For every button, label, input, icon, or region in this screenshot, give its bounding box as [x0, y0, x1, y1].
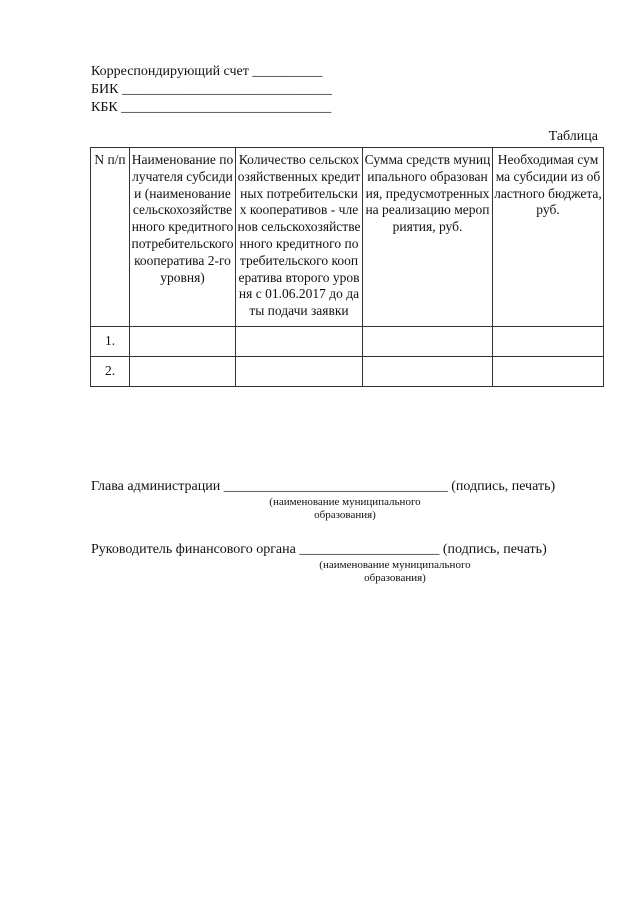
header-municipal-funds: Сумма средств муниципального образования, предусмотренных на реализацию мероприятия, руб. [363, 148, 493, 327]
row-number: 1. [91, 326, 130, 356]
cell-municipal-funds [363, 326, 493, 356]
head-signature-note: (наименование муниципального образования) [269, 496, 421, 521]
header-cooperatives-count: Количество сельскохозяйственных кредитных потребительских кооперативов - членов сельскохозяйственного кредитного потребительского кооператива второго уровня с 01.06.2017 до даты подачи заявки [236, 148, 363, 327]
finance-signature-line: Руководитель финансового органа ____________________ (подпись, печать) [91, 542, 547, 557]
table-header-row [91, 148, 604, 327]
table-row [91, 356, 604, 386]
cell-cooperatives-count [236, 356, 363, 386]
row-number: 2. [91, 356, 130, 386]
cell-required-subsidy [493, 326, 604, 356]
table-row [91, 326, 604, 356]
bik-line: БИК ______________________________ [91, 82, 332, 97]
header-number: N п/п [91, 148, 130, 327]
finance-signature-note: (наименование муниципального образования) [319, 559, 471, 584]
subsidy-table [90, 147, 604, 387]
cell-municipal-funds [363, 356, 493, 386]
kbk-line: КБК ______________________________ [91, 100, 332, 115]
cell-recipient-name [130, 356, 236, 386]
header-recipient-name: Наименование получателя субсидии (наименование сельскохозяйственного кредитного потребительского кооператива 2-го уровня) [130, 148, 236, 327]
header-required-subsidy: Необходимая сумма субсидии из областного бюджета, руб. [493, 148, 604, 327]
cell-recipient-name [130, 326, 236, 356]
head-signature-line: Глава администрации ________________________________ (подпись, печать) [91, 479, 556, 494]
table-caption: Таблица [548, 129, 598, 144]
cell-cooperatives-count [236, 326, 363, 356]
cell-required-subsidy [493, 356, 604, 386]
correspondent-account-line: Корреспондирующий счет __________ [91, 64, 323, 79]
